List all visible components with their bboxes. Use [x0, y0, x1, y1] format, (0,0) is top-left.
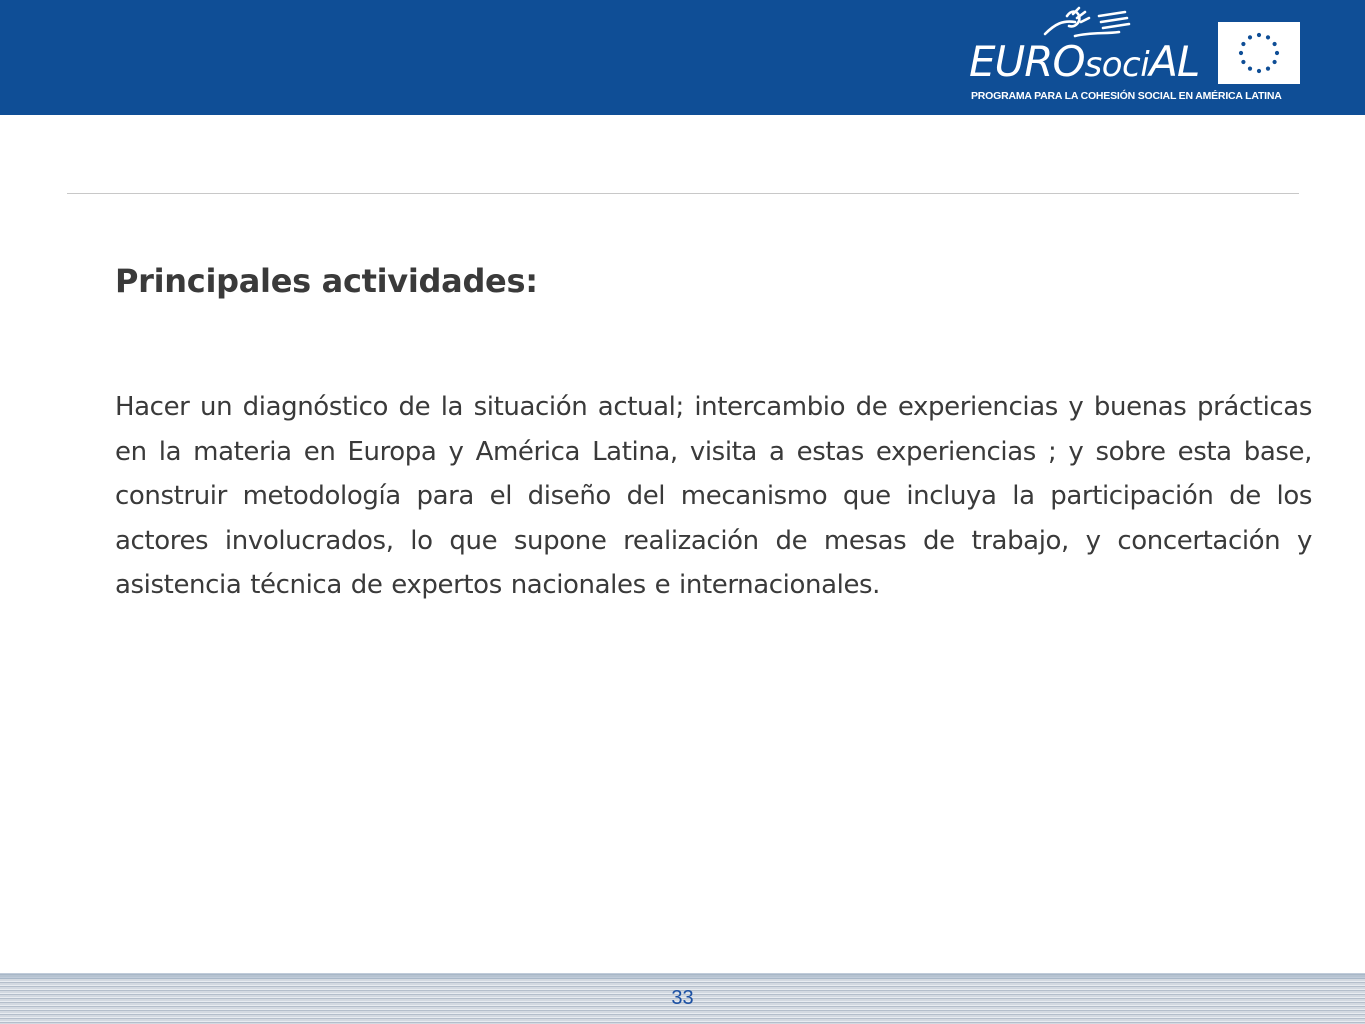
- wordmark-euro: EURO: [969, 37, 1085, 86]
- wordmark-soci: soci: [1084, 45, 1150, 85]
- wordmark-al: AL: [1149, 37, 1200, 86]
- page-number: 33: [671, 987, 694, 1009]
- logo-tagline: PROGRAMA PARA LA COHESIÓN SOCIAL EN AMÉRICA LATINA: [971, 90, 1282, 102]
- eurosocial-logo: [955, 6, 1315, 110]
- section-title: Principales actividades:: [115, 262, 538, 300]
- eu-flag-icon: [1218, 22, 1300, 84]
- title-divider: [67, 193, 1299, 194]
- eurosocial-wordmark: [969, 36, 1199, 88]
- body-paragraph: Hacer un diagnóstico de la situación actual; intercambio de experiencias y buenas prácticas en la materia en Europa y América Latina, visita a estas experiencias ; y sobre esta base, construir metodología para el diseño del mecanismo que incluya la participación de los actores involucrados, lo que supone realización de mesas de trabajo, y concertación y asistencia técnica de expertos nacionales e internacionales.: [115, 392, 1312, 600]
- header-bar: [0, 0, 1365, 115]
- eu-stars-circle: [1218, 22, 1300, 84]
